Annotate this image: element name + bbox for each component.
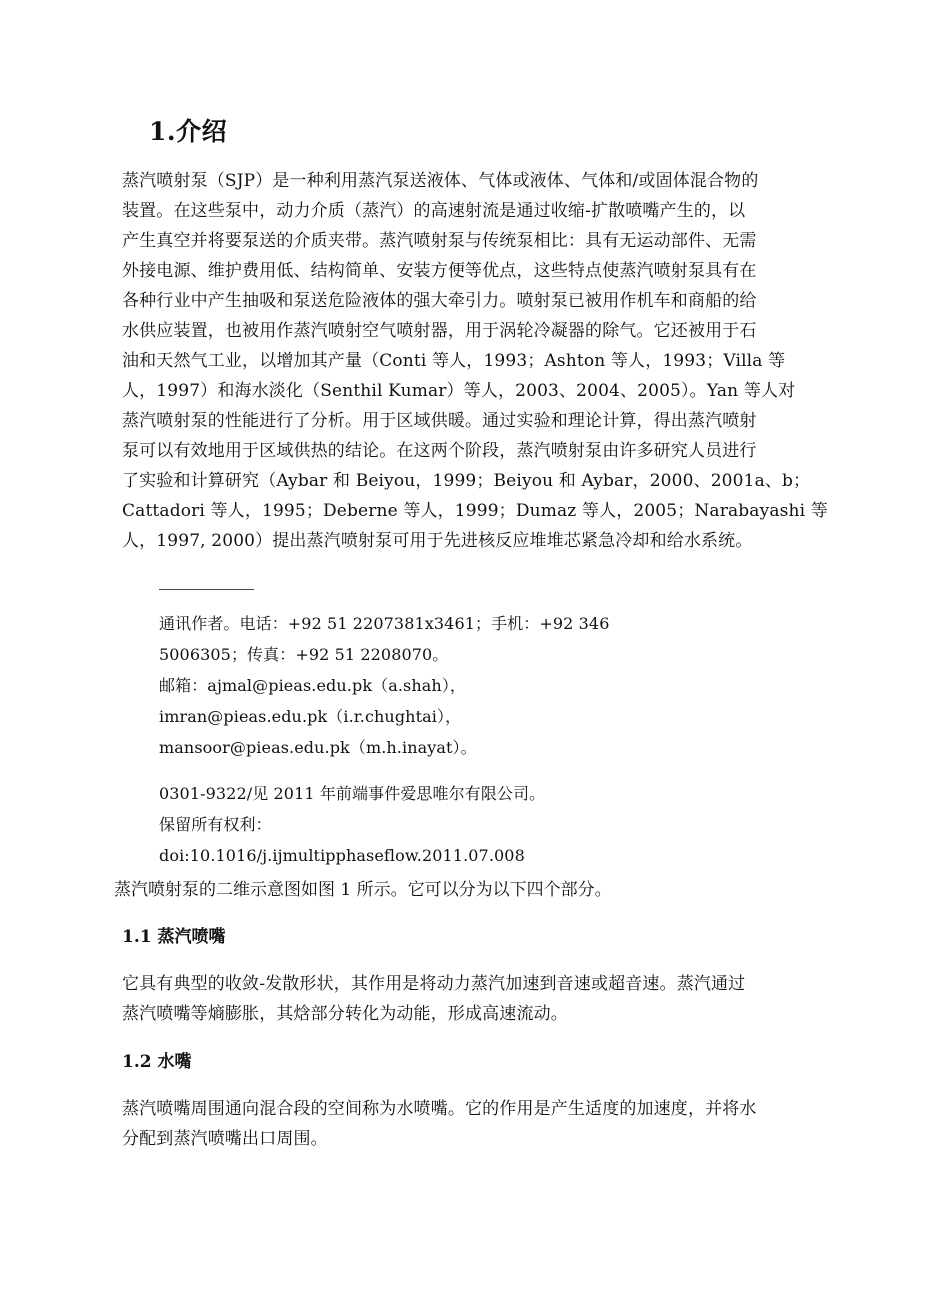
paragraph-line: 外接电源、维护费用低、结构简单、安装方便等优点，这些特点使蒸汽喷射泵具有在 <box>122 261 757 281</box>
paragraph-line: 泵可以有效地用于区域供热的结论。在这两个阶段，蒸汽喷射泵由许多研究人员进行 <box>122 441 757 461</box>
paragraph-line: 蒸汽喷射泵（SJP）是一种利用蒸汽泵送液体、气体或液体、气体和/或固体混合物的 <box>122 171 759 191</box>
figure-reference-sentence: 蒸汽喷射泵的二维示意图如图 1 所示。它可以分为以下四个部分。 <box>114 880 612 900</box>
paragraph-line: 它具有典型的收敛-发散形状，其作用是将动力蒸汽加速到音速或超音速。蒸汽通过 <box>122 974 746 994</box>
paragraph-line: 产生真空并将要泵送的介质夹带。蒸汽喷射泵与传统泵相比：具有无运动部件、无需 <box>122 231 757 251</box>
footnote-separator <box>159 589 254 590</box>
paragraph-line: 人，1997, 2000）提出蒸汽喷射泵可用于先进核反应堆堆芯紧急冷却和给水系统。 <box>122 531 753 551</box>
paragraph-line: 蒸汽喷嘴周围通向混合段的空间称为水喷嘴。它的作用是产生适度的加速度，并将水 <box>122 1099 757 1119</box>
paragraph-line: 蒸汽喷嘴等熵膨胀，其焓部分转化为动能，形成高速流动。 <box>122 1004 568 1024</box>
doi-line: doi:10.1016/j.ijmultipphaseflow.2011.07.008 <box>159 846 525 865</box>
footnote-line: imran@pieas.edu.pk（i.r.chughtai）， <box>159 707 462 726</box>
subsection-heading-steam-nozzle: 1.1 蒸汽喷嘴 <box>122 927 226 947</box>
paragraph-line: 各种行业中产生抽吸和泵送危险液体的强大牵引力。喷射泵已被用作机车和商船的给 <box>122 291 757 311</box>
paragraph-line: 人，1997）和海水淡化（Senthil Kumar）等人，2003、2004、2005）。Yan 等人对 <box>122 381 796 401</box>
paragraph-line: 了实验和计算研究（Aybar 和 Beiyou，1999；Beiyou 和 Aybar，2000、2001a、b； <box>122 471 811 491</box>
publisher-line: 0301-9322/见 2011 年前端事件爱思唯尔有限公司。 <box>159 784 546 803</box>
paragraph-line: 水供应装置，也被用作蒸汽喷射空气喷射器，用于涡轮冷凝器的除气。它还被用于石 <box>122 321 757 341</box>
section-heading: 1.介绍 <box>149 117 228 146</box>
footnote-line: mansoor@pieas.edu.pk（m.h.inayat）。 <box>159 738 477 757</box>
subsection-heading-water-nozzle: 1.2 水嘴 <box>122 1052 192 1072</box>
publisher-info <box>159 778 545 871</box>
footnote-line: 邮箱：ajmal@pieas.edu.pk（a.shah）， <box>159 676 467 695</box>
footnote-line: 通讯作者。电话：+92 51 2207381x3461；手机：+92 346 <box>159 614 610 633</box>
paragraph-line: 蒸汽喷射泵的性能进行了分析。用于区域供暖。通过实验和理论计算，得出蒸汽喷射 <box>122 411 757 431</box>
footnote-line: 5006305；传真：+92 51 2208070。 <box>159 645 449 664</box>
water-nozzle-paragraph <box>122 1094 817 1154</box>
paragraph-line: 油和天然气工业，以增加其产量（Conti 等人，1993；Ashton 等人，1993；Villa 等 <box>122 351 786 371</box>
paragraph-line: 装置。在这些泵中，动力介质（蒸汽）的高速射流是通过收缩-扩散喷嘴产生的，以 <box>122 201 746 221</box>
paragraph-line: 分配到蒸汽喷嘴出口周围。 <box>122 1129 328 1149</box>
paragraph-line: Cattadori 等人，1995；Deberne 等人，1999；Dumaz 等人，2005；Narabayashi 等 <box>122 501 828 521</box>
intro-paragraph <box>122 166 828 556</box>
steam-nozzle-paragraph <box>122 969 817 1029</box>
footnote-block <box>159 608 610 763</box>
publisher-line: 保留所有权利： <box>159 815 272 834</box>
